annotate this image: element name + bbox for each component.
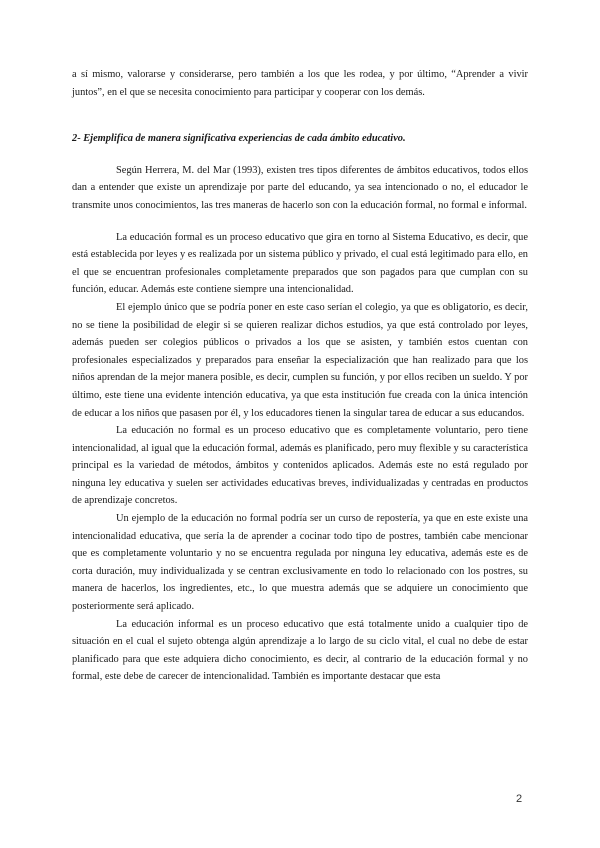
page-body	[72, 66, 528, 686]
paragraph-formal-definition: La educación formal es un proceso educativo que gira en torno al Sistema Educativo, es decir, que está establecida por leyes y es realizada por un sistema público y privado, el cual está legitimado para ello, en el que se encuentran profesionales completamente preparados que son pagados para que cumplan con su función, educar. Además este contiene siempre una intencionalidad.	[72, 231, 528, 296]
section-heading: 2- Ejemplifica de manera significativa experiencias de cada ámbito educativo.	[72, 133, 406, 145]
paragraph-intro: Según Herrera, M. del Mar (1993), existen tres tipos diferentes de ámbitos educativos, todos ellos dan a entender que existe un aprendizaje por parte del educando, ya sea intencionado o no, el educador le transmite unos conocimientos, las tres maneras de hacerlo son con la educación formal, no formal e informal.	[72, 164, 528, 211]
paragraph-nonformal-definition: La educación no formal es un proceso educativo que es completamente voluntario, pero tiene intencionalidad, al igual que la educación formal, además es planificado, pero muy flexible y su característica principal es la variedad de métodos, ámbitos y contenidos aplicados. Además este no está regulado por ninguna ley educativa y suelen ser actividades educativas breves, individualizadas y centradas en productos de aprendizaje concretos.	[72, 425, 528, 507]
page-number: 2	[516, 793, 523, 805]
paragraph-informal-definition: La educación informal es un proceso educativo que está totalmente unido a cualquier tipo de situación en el cual el sujeto obtenga algún aprendizaje a lo largo de su ciclo vital, el cual no debe de estar planificado para que este adquiera dicho conocimiento, es decir, al contrario de la educación formal y no formal, este debe de carecer de intencionalidad. También es importante destacar que esta	[72, 618, 528, 683]
paragraph-nonformal-example: Un ejemplo de la educación no formal podría ser un curso de repostería, ya que en este existe una intencionalidad educativa, que sería la de aprender a cocinar todo tipo de postres, también cabe mencionar que es completamente voluntario y no se encuentra regulada por ninguna ley educativa, además este es de corta duración, muy individualizada y se centran exclusivamente en todo lo relacionado con los postres, su manera de hacerlos, los ingredientes, etc., lo que muestra además que se adquiere un conocimiento que posteriormente será aplicado.	[72, 513, 528, 613]
paragraph-formal-example: El ejemplo único que se podría poner en este caso serían el colegio, ya que es obligatorio, es decir, no se tiene la posibilidad de elegir si se quieren realizar dichos estudios, ya que está controlado por leyes, además pueden ser colegios públicos o privados a los que se asisten, y también estos cuentan con profesionales especializados y preparados para enseñar la especialización que han realizado para que los niños aprendan de la mejor manera posible, es decir, cumplen su función, y por ellos reciben un sueldo. Y por último, este tiene una evidente intención educativa, ya que esta institución fue creada con la única intención de educar a los niños que pasasen por él, y los educadores tienen la singular tarea de educar a sus educandos.	[72, 301, 528, 419]
paragraph-continuation: a sí mismo, valorarse y considerarse, pero también a los que les rodea, y por último, “Aprender a vivir juntos”, en el que se necesita conocimiento para participar y cooperar con los demás.	[72, 69, 528, 98]
